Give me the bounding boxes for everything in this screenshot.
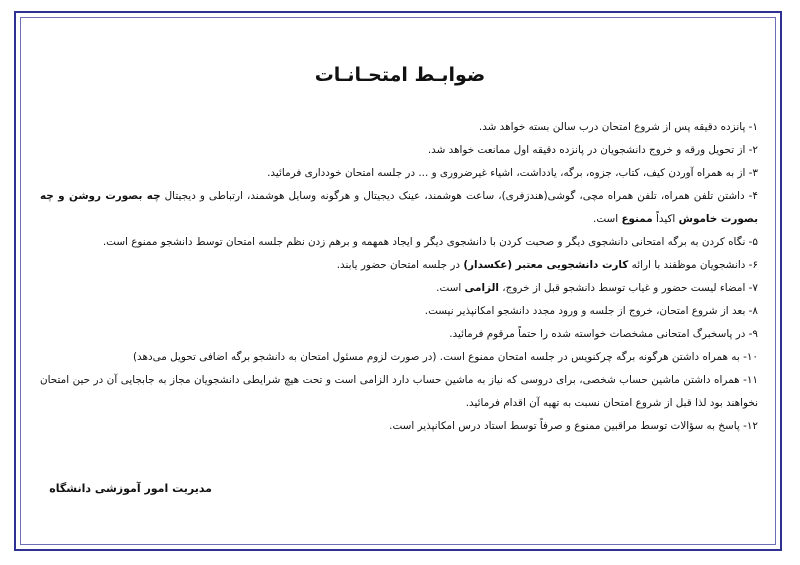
rule-text: ۸- بعد از شروع امتحان، خروج از جلسه و ورود مجدد دانشجو امکانپذیر نیست. — [424, 305, 758, 317]
rule-text: ۵- نگاه کردن به برگه امتحانی دانشجوی دیگر و صحبت کردن با دانشجوی دیگر و ایجاد همهمه و برهم زدن نظم جلسه امتحان توسط دانشجو ممنوع است. — [102, 236, 758, 248]
rule-text: ۷- امضاء لیست حضور و غیاب توسط دانشجو قبل از خروج، — [498, 282, 758, 294]
rule-text: ۱۲- پاسخ به سؤالات توسط مراقبین ممنوع و صرفاً توسط استاد درس امکانپذیر است. — [389, 420, 758, 432]
rule-item — [40, 300, 758, 323]
rule-item — [40, 369, 758, 415]
rule-item — [40, 254, 758, 277]
rule-text: اکیداً — [652, 213, 679, 225]
rule-text: ۱۰- به همراه داشتن هرگونه برگه چرکنویس در جلسه امتحان ممنوع است. (در صورت لزوم مسئول امتحان به دانشجو برگه اضافی تحویل می‌دهد) — [132, 351, 758, 363]
rule-item — [40, 323, 758, 346]
page-title: ضوابـط امتحـانـات — [314, 64, 486, 86]
rule-text: ۳- از به همراه آوردن کیف، کتاب، جزوه، برگه، یادداشت، اشیاء غیرضروری و ... در جلسه امتحان خودداری فرمائید. — [267, 167, 758, 179]
rule-emphasis: کارت دانشجویی معتبر (عکسدار) — [463, 259, 629, 271]
rule-emphasis: چه بصورت روشن و چه بصورت خاموش — [40, 190, 758, 225]
rule-text: ۱- پانزده دقیقه پس از شروع امتحان درب سالن بسته خواهد شد. — [478, 121, 758, 133]
rule-item — [40, 277, 758, 300]
rule-emphasis: الزامی — [464, 282, 499, 294]
rule-item — [40, 231, 758, 254]
rule-text: در جلسه امتحان حضور یابند. — [336, 259, 464, 271]
rule-item — [40, 116, 758, 139]
rule-item — [40, 162, 758, 185]
rule-text: است. — [593, 213, 622, 225]
rule-text: ۲- از تحویل ورقه و خروج دانشجویان در پانزده دقیقه اول ممانعت خواهد شد. — [427, 144, 758, 156]
rules-list — [40, 116, 758, 438]
rule-text: ۶- دانشجویان موظفند با ارائه — [628, 259, 758, 271]
rule-text: ۹- در پاسخبرگ امتحانی مشخصات خواسته شده را حتماً مرقوم فرمائید. — [449, 328, 758, 340]
rule-emphasis: ممنوع — [621, 213, 653, 225]
rule-item — [40, 185, 758, 231]
rule-item — [40, 139, 758, 162]
rule-item — [40, 415, 758, 438]
rule-text: ۴- داشتن تلفن همراه، تلفن همراه مچی، گوشی(هندزفری)، ساعت هوشمند، عینک دیجیتال و هرگونه وسایل هوشمند، ارتباطی و دیجیتال — [160, 190, 758, 202]
rule-text: است. — [436, 282, 465, 294]
signature: مدیریت امور آموزشی دانشگاه — [49, 482, 212, 495]
rule-item — [40, 346, 758, 369]
rule-text: ۱۱- همراه داشتن ماشین حساب شخصی، برای دروسی که نیاز به ماشین حساب دارد الزامی است و تحت هیچ شرایطی دانشجویان مجاز به جابجایی آن در حین امتحان نخواهند بود لذا قبل از شروع امتحان نسبت به تهیه آن اقدام فرمائید. — [40, 374, 758, 409]
